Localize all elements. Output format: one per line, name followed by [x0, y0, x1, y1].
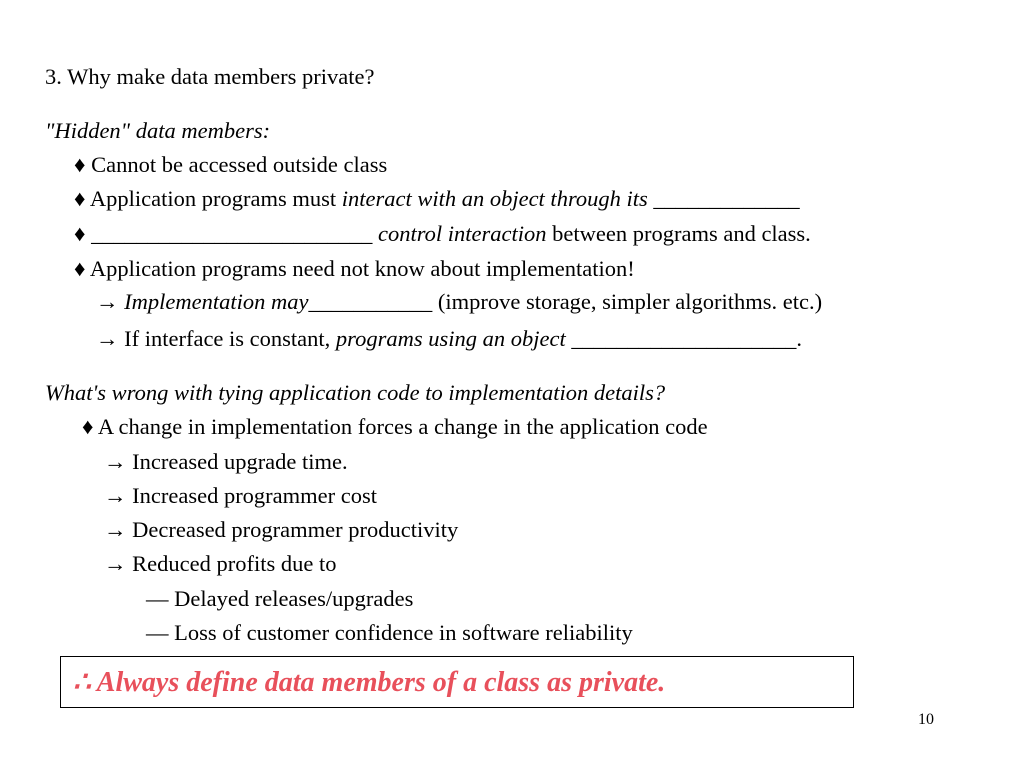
bullet-cannot-access — [74, 152, 387, 178]
bullet-text: between programs and class. — [546, 221, 811, 246]
sub-text: ___________ (improve storage, simpler algorithms. etc.) — [308, 289, 823, 314]
arrow-right-icon: → — [96, 326, 119, 351]
sub-text: If interface is constant, — [118, 326, 336, 351]
bullet-control-interaction — [74, 221, 811, 247]
arrow-right-icon: → — [96, 289, 119, 314]
whats-wrong-title: What's wrong with tying application code to implementation details? — [45, 380, 666, 405]
bullet-text: Application programs must — [85, 186, 342, 211]
dash-customer-confidence: — Loss of customer confidence in software reliability — [146, 620, 633, 645]
sub-reduced-profits — [104, 551, 336, 577]
diamond-bullet-icon: ♦ — [82, 414, 94, 439]
sub-implementation-may — [96, 289, 822, 315]
bullet-italic-text: control interaction — [377, 221, 547, 246]
bullet-text: A change in implementation forces a change in the application code — [93, 414, 708, 439]
sub-programmer-cost — [104, 483, 377, 509]
sub-productivity — [104, 517, 458, 543]
sub-interface-constant — [96, 326, 802, 352]
sub-italic-text: Implementation may — [118, 289, 309, 314]
sub-italic-text: programs using an object — [335, 326, 566, 351]
bullet-italic-text: interact with an object through its — [341, 186, 648, 211]
dash-delayed-releases: — Delayed releases/upgrades — [146, 586, 414, 611]
sub-text: Reduced profits due to — [126, 551, 337, 576]
sub-upgrade-time — [104, 449, 348, 475]
arrow-right-icon: → — [104, 551, 127, 576]
bullet-change-forces — [82, 414, 708, 440]
blank-line: _____________ — [647, 186, 800, 211]
sub-text: Increased programmer cost — [126, 483, 378, 508]
bullet-need-not-know — [74, 256, 635, 282]
arrow-right-icon: → — [104, 483, 127, 508]
bullet-interact-through — [74, 186, 800, 212]
conclusion-text: ∴ Always define data members of a class as private. — [73, 667, 666, 698]
diamond-bullet-icon: ♦ — [74, 256, 86, 281]
sub-text: Decreased programmer productivity — [126, 517, 459, 542]
slide-heading: 3. Why make data members private? — [45, 64, 375, 89]
arrow-right-icon: → — [104, 517, 127, 542]
page-number: 10 — [918, 711, 934, 728]
diamond-bullet-icon: ♦ — [74, 152, 86, 177]
bullet-text: Application programs need not know about implementation! — [85, 256, 635, 281]
conclusion-box — [60, 656, 854, 708]
blank-line: _________________________ — [85, 221, 378, 246]
hidden-members-title: "Hidden" data members: — [45, 118, 271, 143]
blank-line: ____________________. — [565, 326, 802, 351]
bullet-text: Cannot be accessed outside class — [85, 152, 388, 177]
diamond-bullet-icon: ♦ — [74, 221, 86, 246]
arrow-right-icon: → — [104, 449, 127, 474]
sub-text: Increased upgrade time. — [126, 449, 348, 474]
diamond-bullet-icon: ♦ — [74, 186, 86, 211]
